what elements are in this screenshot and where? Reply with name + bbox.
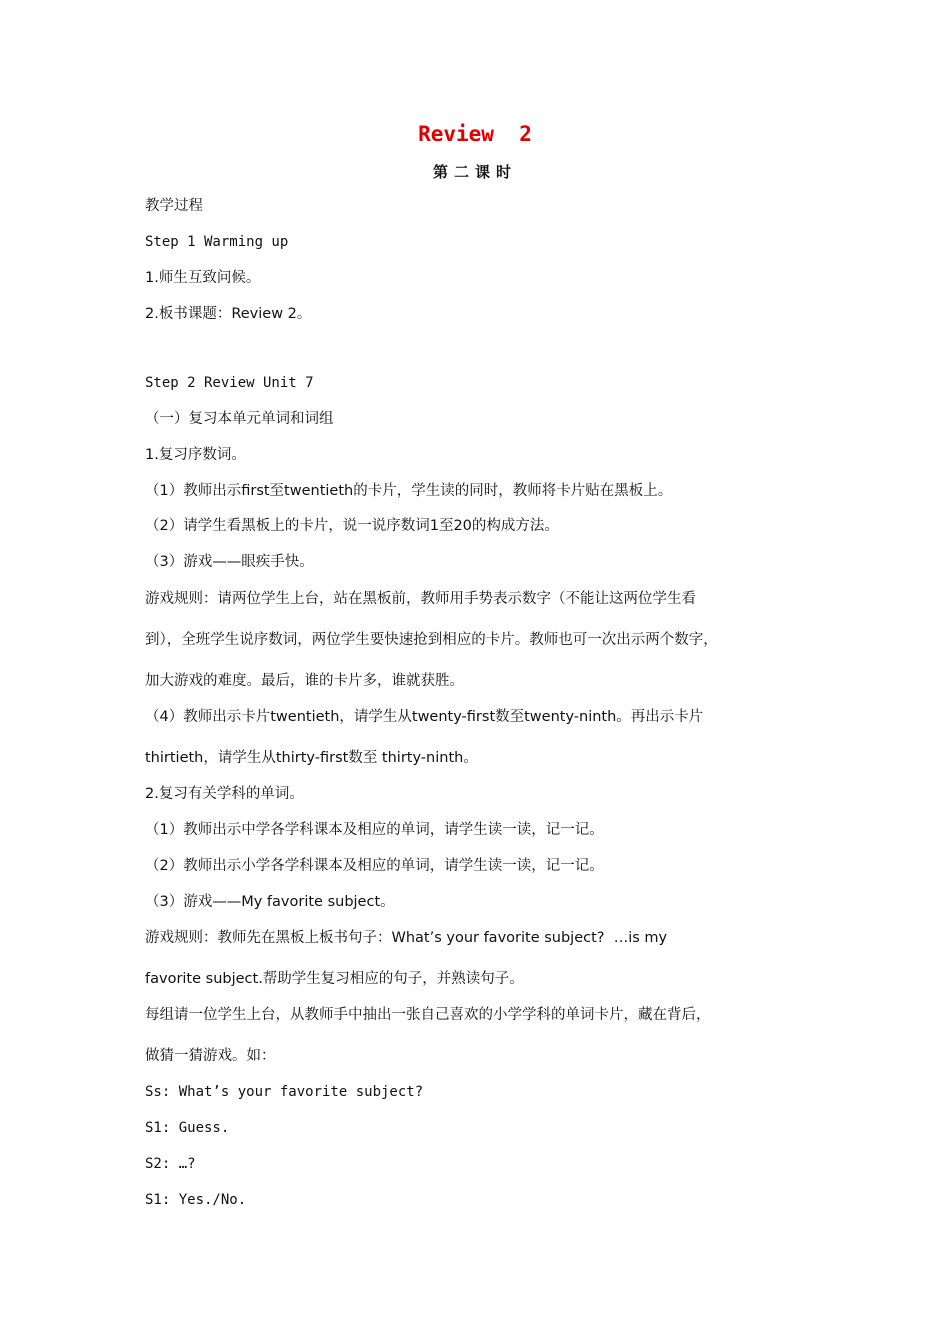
text-line: favorite subject.帮助学生复习相应的句子，并熟读句子。 [145,971,524,987]
text-line: S2: …? [145,1156,196,1172]
text-line: 做猜一猜游戏。如： [145,1048,276,1064]
text-line: （2）教师出示小学各学科课本及相应的单词，请学生读一读，记一记。 [145,858,604,874]
text-line: （1）教师出示first至twentieth的卡片，学生读的同时，教师将卡片贴在黑板上。 [145,483,673,499]
text-line: 教学过程 [145,198,203,214]
text-line: （3）游戏——眼疾手快。 [145,554,314,570]
text-line: Ss: What’s your favorite subject? [145,1084,424,1100]
text-line: 游戏规则：教师先在黑板上板书句子：What’s your favorite subject? …is my [145,930,668,946]
text-line: （4）教师出示卡片twentieth，请学生从twenty-first数至twenty-ninth。再出示卡片 [145,709,704,725]
text-line: Step 2 Review Unit 7 [145,375,314,391]
text-line: （2）请学生看黑板上的卡片，说一说序数词1至20的构成方法。 [145,518,559,534]
text-line: （1）教师出示中学各学科课本及相应的单词，请学生读一读，记一记。 [145,822,604,838]
text-line: 2.板书课题：Review 2。 [145,306,312,322]
text-line: 到），全班学生说序数词，两位学生要快速抢到相应的卡片。教师也可一次出示两个数字， [145,632,718,648]
text-line: S1: Guess. [145,1120,230,1136]
text-line: thirtieth，请学生从thirty-first数至 thirty-ninth。 [145,750,478,766]
text-line: S1: Yes./No. [145,1192,247,1208]
text-line: 每组请一位学生上台，从教师手中抽出一张自己喜欢的小学学科的单词卡片，藏在背后， [145,1007,711,1023]
document-subtitle: 第二课时 [432,163,517,181]
text-line: 1.复习序数词。 [145,447,246,463]
text-line: （3）游戏——My favorite subject。 [145,894,395,910]
text-line: 加大游戏的难度。最后，谁的卡片多，谁就获胜。 [145,673,464,689]
text-line: 2.复习有关学科的单词。 [145,786,304,802]
text-line: 游戏规则：请两位学生上台，站在黑板前，教师用手势表示数字（不能让这两位学生看 [145,591,696,607]
text-line: 1.师生互致问候。 [145,270,261,286]
document-title: Review 2 [418,122,532,146]
text-line: Step 1 Warming up [145,234,289,250]
text-line: （一）复习本单元单词和词组 [145,411,334,427]
